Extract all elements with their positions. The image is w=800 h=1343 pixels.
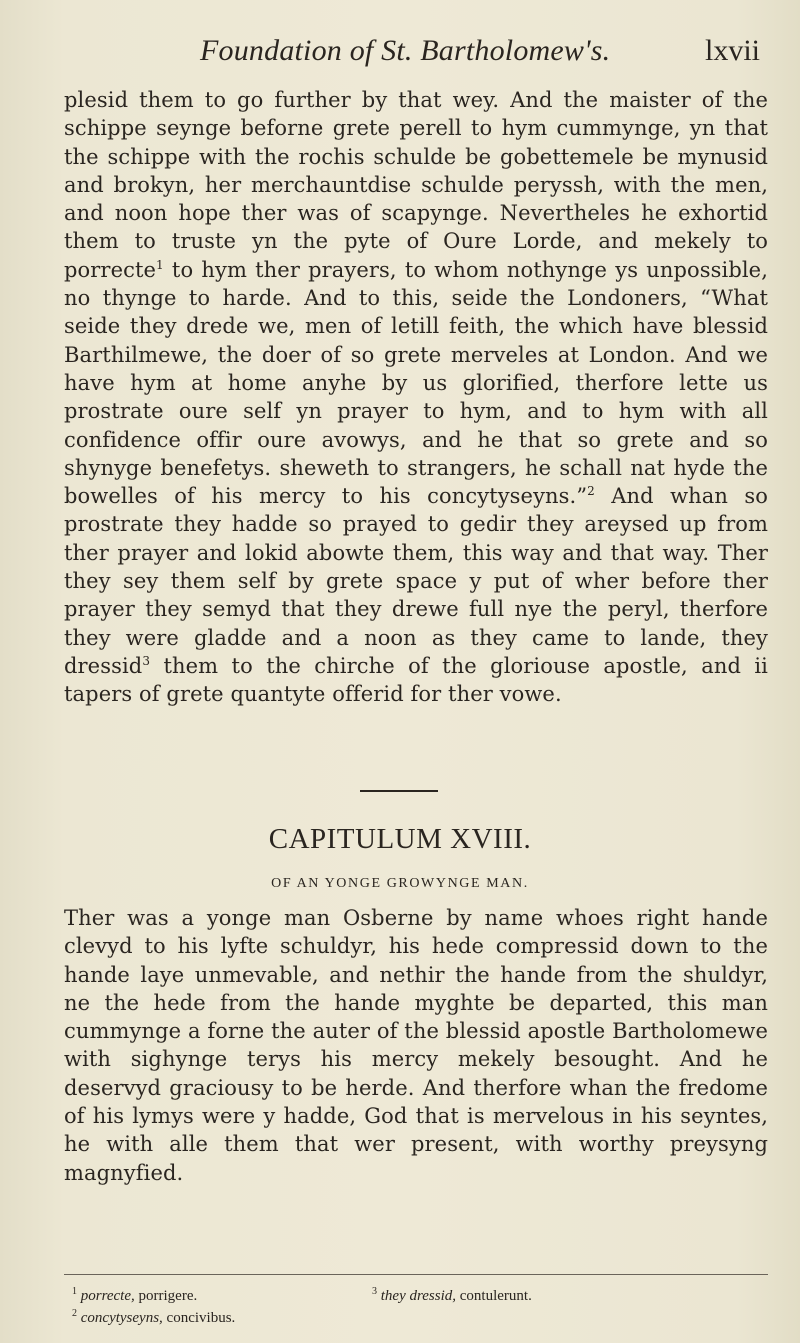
footnote [72,1283,235,1305]
paragraph-continued [64,86,768,709]
footnote-term: they dressid, [380,1288,457,1304]
footnote [72,1305,235,1327]
footnote-marker: 2 [587,484,595,499]
footnote-gloss: contulerunt. [459,1288,532,1304]
section-divider [360,790,438,792]
footnote-number: 3 [372,1286,377,1297]
paragraph-text: And whan so prostrate they hadde so prayed to gedir they areysed up from ther prayer and lokid abowte them, this way and that way. Ther they sey them self by grete space y put of wher before ther prayer they semyd that they drewe full nye the peryl, therfore they were gladde and a noon as they came to lande, they dressid [64,484,769,678]
page-number: lxvii [704,34,760,67]
footnote-marker: 1 [156,257,164,272]
running-head [200,34,760,74]
chapter-title: CAPITULUM XVIII. [268,823,532,855]
running-head-title: Foundation of St. Bartholomew's. [200,34,611,67]
chapter-paragraph: Ther was a yonge man Osberne by name whoes right hande clevyd to his lyfte schuldyr, his hede compressid down to the hande laye unmevable, and nethir the hande from the shuldyr, ne the hede from the hande myghte be departed, this man cummynge a forne the auter of the blessid apostle Bartholomewe with sighynge terys his mercy mekely besought. And he deservyd graciousy to be herde. And therfore whan the fredome of his lymys were y hadde, God that is mervelous in his seyntes, he with alle them that wer present, with worthy preysyng magnyfied. [64,906,768,1185]
footnote-number: 1 [72,1286,77,1297]
chapter-subtitle: OF AN YONGE GROWYNGE MAN. [271,876,529,891]
paragraph-text: them to the chirche of the gloriouse apostle, and ii tapers of grete quantyte offerid for ther vowe. [64,653,768,707]
footnote-number: 2 [72,1308,77,1319]
footnote-gloss: concivibus. [166,1310,236,1326]
footnotes-left-column [72,1283,235,1327]
paragraph-text: plesid them to go further by that wey. And the maister of the schippe seynge beforne grete perell to hym cummynge, yn that the schippe with the rochis schulde be gobettemele be mynusid and brokyn, her merchauntdise schulde peryssh, with the men, and noon hope ther was of scapynge. Nevertheles he exhortid them to truste yn the pyte of Oure Lorde, and mekely to porrecte [64,88,768,282]
footnote-marker: 3 [142,653,151,668]
footnote-term: porrecte, [80,1288,135,1304]
footnote-term: concytyseyns, [80,1310,163,1326]
footnote-divider [64,1274,768,1275]
footnote [372,1283,532,1305]
paragraph-text: to hym ther prayers, to whom nothynge ys unpossible, no thynge to harde. And to this, seide the Londoners, “What seide they drede we, men of letill feith, the which have blessid Barthilmewe, the doer of so grete merveles at London. And we have hym at home anyhe by us glorified, therfore lette us prostrate oure self yn prayer to hym, and to hym with all confidence offir oure avowys, and he that so grete and so shynyge benefetys. sheweth to strangers, he schall nat hyde the bowelles of his mercy to his concytyseyns.” [64,257,768,509]
footnotes-right-column [372,1283,532,1305]
footnote-gloss: porrigere. [138,1288,198,1304]
